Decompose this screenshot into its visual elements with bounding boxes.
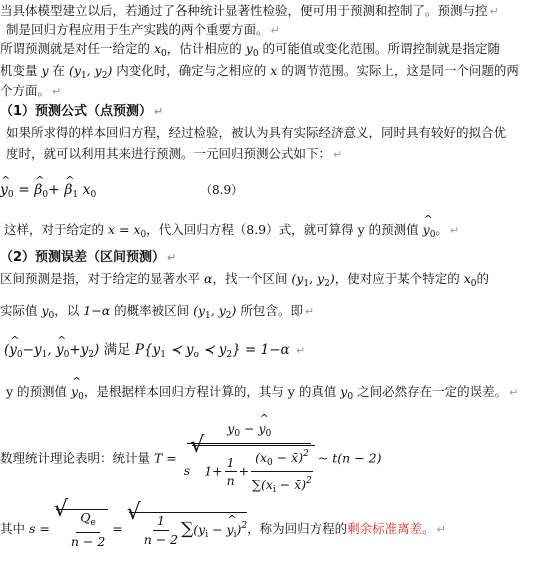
text: 的概率被区间	[110, 303, 194, 318]
paragraph-mark-icon: ↵	[449, 224, 460, 237]
statistic-t-line	[0, 420, 382, 495]
text: 如果所求得的样本回归方程，经过检验，被认为具有实际经济意义，同时具有较好的拟合优	[6, 125, 507, 140]
math-probability: $P\{y_1$ ≺ $y_o$ ≺ $y_2\} = 1-\alpha$	[134, 342, 290, 360]
math-x-eq-x0: $x = x_0$	[107, 222, 147, 240]
heading-text: （1）预测公式（点预测）	[0, 104, 153, 119]
paragraph-mark-icon: ↵	[489, 5, 499, 18]
heading-text: （2）预测误差（区间预测）	[0, 250, 166, 265]
equation-number: （8.9）	[200, 183, 244, 197]
equation-body: ^ $y_0$ = ^ $\beta_0+$ ^ $\beta_1$ $x_0$	[0, 182, 96, 198]
paragraph-mark-icon: ↵	[52, 85, 62, 98]
s1-line-3: 这样，对于给定的 $x = x_0$，代入回归方程（8.9）式，就可算得 y 的预测值 ^ $y_0$。 ↵	[4, 221, 459, 244]
paragraph-mark-icon: ↵	[167, 251, 177, 264]
text: 所包含。即	[236, 303, 303, 318]
math-t-distribution: ~ t(n − 2)	[317, 450, 382, 466]
text: 。	[422, 521, 435, 536]
text: 之间必然存在一定的误差。	[353, 384, 508, 399]
math-interval: ($y_1$, $y_2$)	[69, 63, 113, 81]
text: 数理统计理论表明：统计量	[0, 450, 154, 466]
math-y0: $y_0$	[41, 303, 55, 321]
math-x0: $x_0$	[463, 271, 477, 289]
math-interval: ($y_1$, $y_2$)	[291, 271, 335, 289]
s1-line-2	[6, 145, 342, 163]
text: 满足	[103, 342, 131, 358]
residual-std-line	[0, 505, 446, 553]
math-interval-bounds: (^ $y_0-y_1$, ^ $y_0+y_2$)	[4, 342, 99, 358]
math-y0: $y_0$	[340, 384, 354, 402]
math-x: x	[270, 63, 278, 78]
text: 实际值	[0, 303, 42, 318]
math-interval: ($y_1$, $y_2$)	[193, 303, 237, 321]
math-T: T =	[153, 450, 177, 466]
text: ，估计相应的	[166, 41, 246, 56]
paragraph-mark-icon: ↵	[270, 24, 280, 37]
text: 当具体模型建立以后，若通过了各种统计显著性检验，便可用于预测和控制了。预测与控	[0, 3, 488, 18]
s2-line-1: 区间预测是指，对于给定的显著水平 α，找一个区间 ($y_1$, $y_2$)，使对应于某个特定的 $x_0$的	[0, 271, 490, 289]
text: 的调节范围。实际上，这是同一个问题的两	[277, 63, 519, 78]
math-y: y	[41, 63, 49, 78]
paragraph-mark-icon: ↵	[333, 148, 343, 161]
intro-line-1	[0, 2, 499, 20]
text: 制是回归方程应用于生产实践的两个重要方面。	[6, 22, 269, 37]
paragraph-mark-icon: ↵	[154, 105, 164, 118]
text: 个方面。	[0, 83, 51, 98]
intro-line-5	[0, 82, 61, 100]
math-x0: $x_0$	[153, 41, 167, 59]
math-y0-hat: ^ $y_0$	[71, 384, 84, 399]
paragraph-mark-icon: ↵	[304, 305, 315, 318]
highlighted-term: 剩余标准离差	[347, 521, 423, 536]
text: 其中	[0, 521, 26, 536]
paragraph-mark-icon: ↵	[436, 523, 446, 536]
text: 在	[48, 63, 69, 78]
text: 的可能值或变化范围。所谓控制就是指定随	[258, 41, 501, 56]
text: 机变量	[0, 63, 42, 78]
text: 内变化时，确定与之相应的	[112, 63, 271, 78]
text: ，以	[54, 303, 84, 318]
text: ，称为回归方程的	[247, 521, 348, 536]
interval-equation	[4, 342, 305, 364]
math-one-minus-alpha: 1−α	[83, 303, 111, 318]
paragraph-mark-icon: ↵	[295, 344, 306, 357]
section-heading-interval-prediction	[0, 249, 176, 266]
math-residual-std: s = √ $\frac{Q_e}{n - 2}$ = √ $\frac{1}{n - 2}$ $\sum(y_i$ − ^ $y_i)^2$	[29, 521, 247, 536]
intro-line-2	[6, 21, 280, 39]
paragraph-mark-icon: ↵	[509, 386, 519, 399]
text: ，找一个区间	[212, 271, 292, 286]
text: y 的预测值	[6, 384, 72, 399]
intro-line-4	[0, 62, 519, 85]
s2-line-4	[6, 383, 518, 406]
text: 区间预测是指，对于给定的显著水平	[0, 271, 204, 286]
s2-line-2	[0, 302, 314, 325]
section-heading-point-prediction	[0, 103, 163, 120]
math-y0: $y_0$	[245, 41, 259, 59]
equation-8-9	[0, 182, 244, 204]
text: ，是根据样本回归方程计算的，其与 y 的真值	[83, 384, 341, 399]
math-y0-hat: ^ $y_0$	[423, 222, 436, 237]
intro-line-3	[0, 40, 500, 63]
math-alpha: α	[203, 271, 213, 286]
text: 所谓预测就是对任一给定的	[0, 41, 154, 56]
text: 这样，对于给定的	[4, 222, 108, 237]
text: 度时，就可以利用其来进行预测。一元回归预测公式如下：	[6, 146, 332, 161]
text: ，代入回归方程（8.9）式，就可算得 y 的预测值	[146, 222, 423, 237]
s1-line-1	[6, 124, 506, 141]
text: ，使对应于某个特定的	[334, 271, 464, 286]
t-statistic-fraction: $y_0$ − ^ $y_0$ s√ 1+ $\frac{1}{n}$ + $\frac{(x_0 - x̄)^2}{\sum(x_i - x̄)^2}$	[184, 420, 315, 498]
